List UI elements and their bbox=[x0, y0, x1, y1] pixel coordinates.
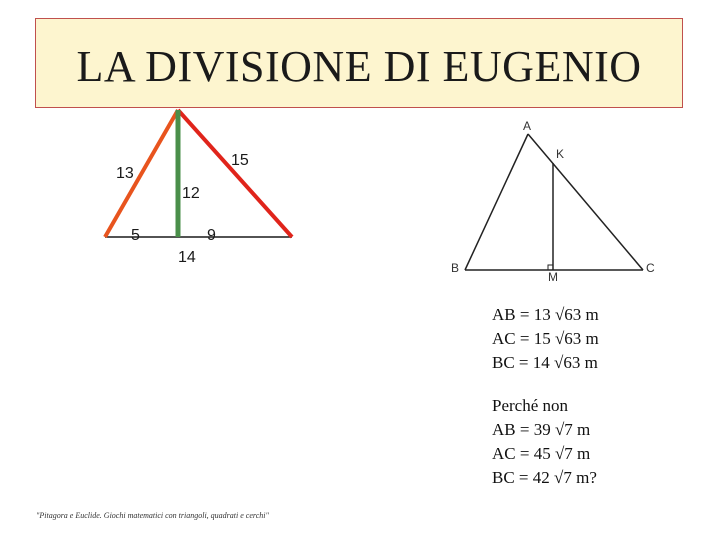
label-side-13: 13 bbox=[116, 165, 134, 182]
question-bc: BC = 42 √7 m? bbox=[492, 468, 597, 487]
right-triangle bbox=[451, 119, 655, 284]
equation-bc: BC = 14 √63 m bbox=[492, 353, 598, 372]
vertex-b: B bbox=[451, 261, 460, 275]
left-triangle-side-15 bbox=[178, 110, 292, 237]
left-triangle bbox=[105, 110, 292, 266]
vertex-c: C bbox=[646, 261, 655, 275]
vertex-a: A bbox=[523, 119, 532, 133]
label-side-15: 15 bbox=[231, 152, 249, 169]
question-ab: AB = 39 √7 m bbox=[492, 420, 591, 439]
label-base-14: 14 bbox=[178, 249, 196, 266]
equation-ab: AB = 13 √63 m bbox=[492, 305, 599, 324]
equation-ac: AC = 15 √63 m bbox=[492, 329, 599, 348]
label-height-12: 12 bbox=[182, 185, 200, 202]
vertex-m: M bbox=[548, 270, 558, 284]
label-segment-5: 5 bbox=[131, 227, 140, 244]
label-segment-9: 9 bbox=[207, 227, 216, 244]
vertex-k: K bbox=[556, 147, 565, 161]
side-ac bbox=[528, 134, 643, 270]
question-ac: AC = 45 √7 m bbox=[492, 444, 591, 463]
side-ab bbox=[465, 134, 528, 270]
source-footnote: "Pitagora e Euclide. Giochi matematici con triangoli, quadrati e cerchi" bbox=[36, 511, 269, 520]
equations-block bbox=[492, 303, 599, 375]
page-title: LA DIVISIONE DI EUGENIO bbox=[76, 42, 642, 91]
question-block bbox=[492, 394, 597, 490]
question-intro: Perché non bbox=[492, 396, 569, 415]
